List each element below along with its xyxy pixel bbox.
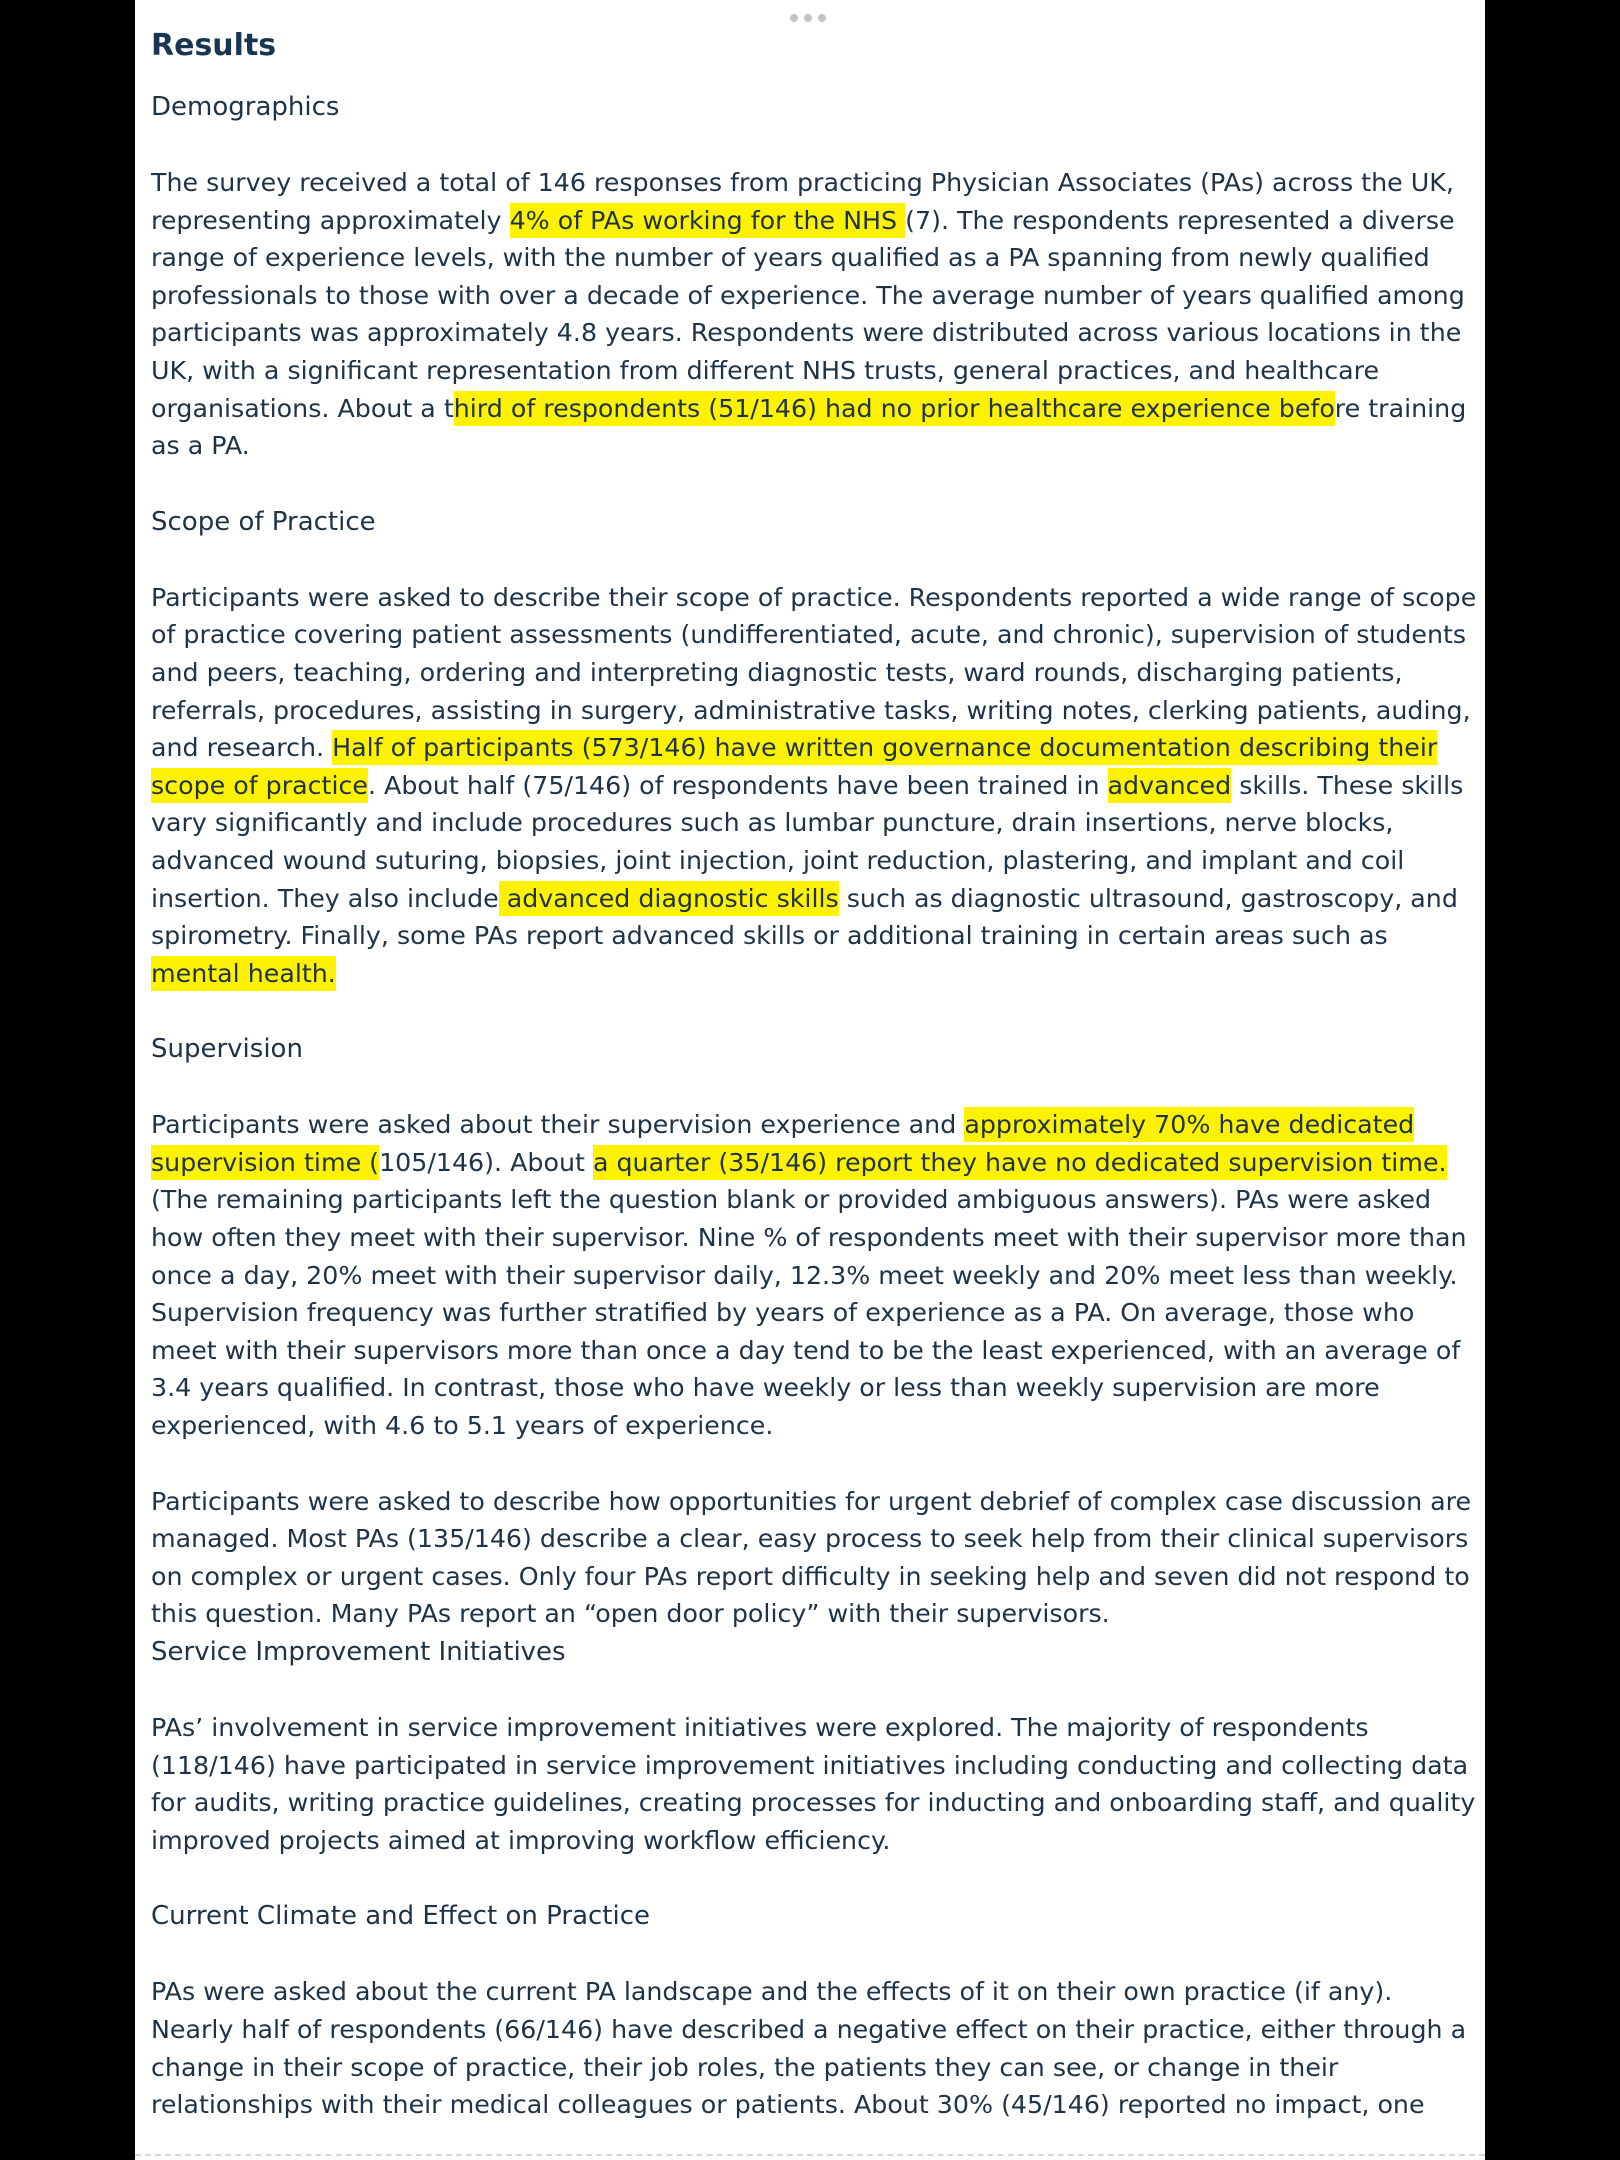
dot bbox=[804, 14, 812, 22]
document-body bbox=[151, 26, 1481, 2160]
section-heading-scope-of-practice: Scope of Practice bbox=[151, 506, 376, 537]
highlight: Half of participants (573/146) have written governance documentation describing their scope of practice bbox=[151, 730, 1437, 803]
dot bbox=[790, 14, 798, 22]
highlight: 4% of PAs working for the NHS bbox=[510, 203, 906, 238]
dot bbox=[818, 14, 826, 22]
section-heading-supervision: Supervision bbox=[151, 1034, 303, 1065]
section-heading-service-improvement: Service Improvement Initiatives bbox=[151, 1637, 566, 1667]
paragraph-current-climate: PAs were asked about the current PA landscape and the effects of it on their own practice (if any). Nearly half of respondents (66/146) have described a negative effect on their practice, either through a change in their scope of practice, their job roles, the patients they can see, or change in their relationships with their medical colleagues or patients. About 30% (45/146) reported no impact, one bbox=[151, 1977, 1467, 2120]
highlight: approximately 70% have dedicated supervision time ( bbox=[151, 1107, 1414, 1180]
highlight: advanced diagnostic skills bbox=[499, 881, 839, 916]
paragraph-supervision-2: Participants were asked to describe how opportunities for urgent debrief of complex case discussion are managed. Most PAs (135/146) describe a clear, easy process to seek help from their clinical supervisors on complex or urgent cases. Only four PAs report difficulty in seeking help and seven did not respond to this question. Many PAs report an “open door policy” with their supervisors. bbox=[151, 1486, 1472, 1629]
highlight: hird of respondents (51/146) had no prior healthcare experience befo bbox=[454, 391, 1335, 426]
paragraph-service-improvement: PAs’ involvement in service improvement initiatives were explored. The majority of respondents (118/146) have participated in service improvement initiatives including conducting and collecting data for audits, writing practice guidelines, creating processes for inducting and onboarding staff, and quality improved projects aimed at improving workflow efficiency. bbox=[151, 1713, 1476, 1855]
section-heading-current-climate: Current Climate and Effect on Practice bbox=[151, 1901, 651, 1932]
highlight: advanced bbox=[1108, 768, 1232, 803]
document-page bbox=[135, 0, 1485, 2160]
page-divider bbox=[135, 2154, 1485, 2156]
document-title: Results bbox=[151, 28, 277, 63]
highlight: a quarter (35/146) report they have no dedicated supervision time. bbox=[593, 1145, 1447, 1180]
paragraph-demographics: The survey received a total of 146 responses from practicing Physician Associates (PAs) across the UK, representing approximately 4% of PAs working for the NHS (7). The respondents represented a diverse range of experience levels, with the number of years qualified as a PA spanning from newly qualified professionals to those with over a decade of experience. The average number of years qualified among participants was approximately 4.8 years. Respondents were distributed across various locations in the UK, with a significant representation from different NHS trusts, general practices, and healthcare organisations. About a third of respondents (51/146) had no prior healthcare experience before training as a PA. bbox=[151, 168, 1467, 461]
highlight: mental health. bbox=[151, 956, 336, 991]
paragraph-scope-of-practice: Participants were asked to describe their scope of practice. Respondents reported a wide range of scope of practice covering patient assessments (undifferentiated, acute, and chronic), supervision of students and peers, teaching, ordering and interpreting diagnostic tests, ward rounds, discharging patients, referrals, procedures, assisting in surgery, administrative tasks, writing notes, clerking patients, auding, and research. Half of participants (573/146) have written governance documentation describing their scope of practice. About half (75/146) of respondents have been trained in advanced skills. These skills vary significantly and include procedures such as lumbar puncture, drain insertions, nerve blocks, advanced wound suturing, biopsies, joint injection, joint reduction, plastering, and implant and coil insertion. They also include advanced diagnostic skills such as diagnostic ultrasound, gastroscopy, and spirometry. Finally, some PAs report advanced skills or additional training in certain areas such as mental health. bbox=[151, 579, 1481, 993]
section-heading-demographics: Demographics bbox=[151, 92, 340, 122]
more-options-icon[interactable] bbox=[790, 14, 826, 22]
paragraph-supervision-1: Participants were asked about their supervision experience and approximately 70% have dedicated supervision time (105/146). About a quarter (35/146) report they have no dedicated supervision time. (The remaining participants left the question blank or provided ambiguous answers). PAs were asked how often they meet with their supervisor. Nine % of respondents meet with their supervisor more than once a day, 20% meet with their supervisor daily, 12.3% meet weekly and 20% meet less than weekly. Supervision frequency was further stratified by years of experience as a PA. On average, those who meet with their supervisors more than once a day tend to be the least experienced, with an average of 3.4 years qualified. In contrast, those who have weekly or less than weekly supervision are more experienced, with 4.6 to 5.1 years of experience. bbox=[151, 1106, 1481, 1444]
